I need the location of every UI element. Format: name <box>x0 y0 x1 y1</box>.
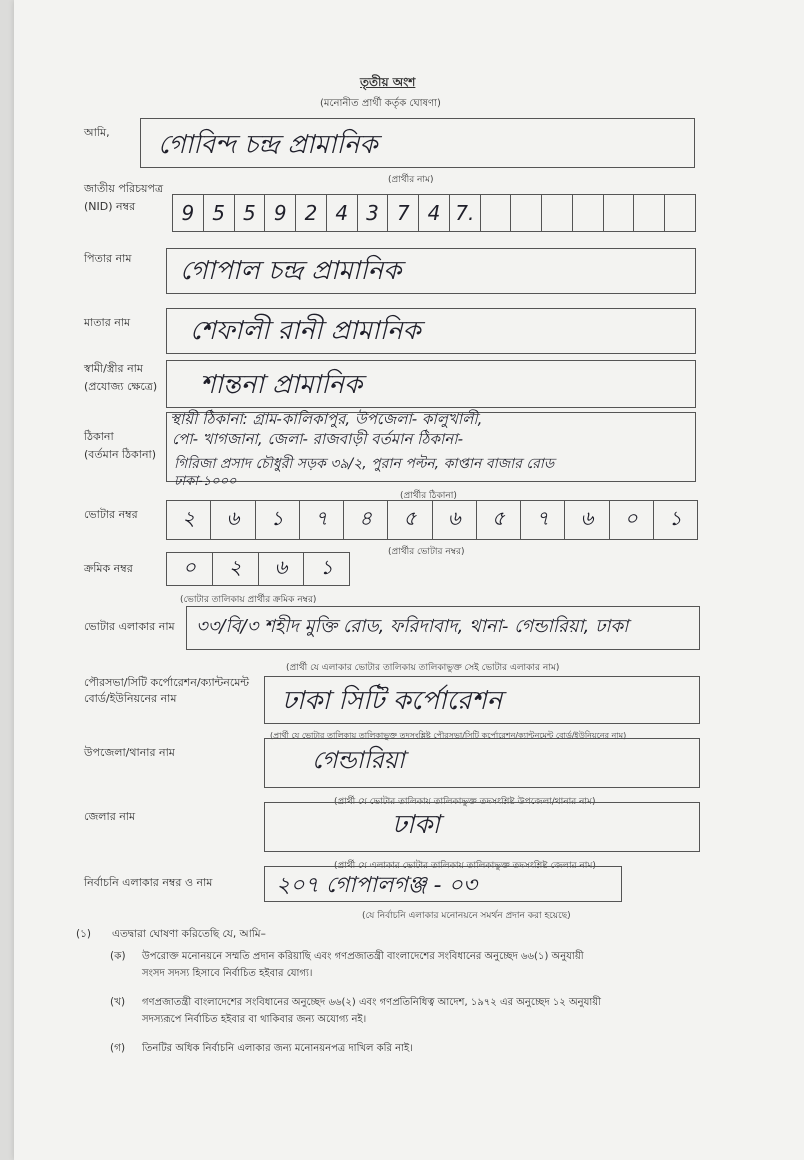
voter-no-label: ভোটার নম্বর <box>84 508 138 521</box>
serial-digit-cell: ০ <box>167 553 213 585</box>
district-field[interactable] <box>264 802 700 852</box>
serial-no-caption: (ভোটার তালিকায় প্রার্থীর ক্রমিক নম্বর) <box>180 595 317 605</box>
nid-digit-cell: 5 <box>204 195 235 231</box>
declaration-marker-ga: (গ) <box>110 1042 126 1054</box>
nid-label-2: (NID) নম্বর <box>84 200 136 213</box>
form-title: তৃতীয় অংশ <box>360 75 416 89</box>
address-label-2: (বর্তমান ঠিকানা) <box>84 448 156 461</box>
declaration-kha-line-1: গণপ্রজাতন্ত্রী বাংলাদেশের সংবিধানের অনুচ্ছেদ ৬৬(২) এবং গণপ্রতিনিধিত্ব আদেশ, ১৯৭২ এর অনুচ্ছেদ ১২ অনুযায়ী <box>142 997 602 1008</box>
nid-digit-cell <box>665 195 695 231</box>
district-caption: (প্রার্থী যে এলাকার ভোটার তালিকায় তালিকাভুক্ত তদসংশ্লিষ্ট জেলার নাম) <box>334 861 596 871</box>
nid-label-1: জাতীয় পরিচয়পত্র <box>84 182 164 195</box>
address-line-4: ঢাকা-১০০০ <box>174 474 237 489</box>
father-value: গোপাল চন্দ্র প্রামানিক <box>180 256 402 286</box>
serial-digit-cell: ৬ <box>259 553 305 585</box>
voter-digit-cell: ০ <box>610 501 654 539</box>
serial-digit-cell: ১ <box>320 554 334 579</box>
voter-no-field[interactable] <box>166 500 698 540</box>
address-line-2: পো- খাগজানা, জেলা- রাজবাড়ী বর্তমান ঠিকানা- <box>172 430 464 448</box>
voter-digit-cell: ১ <box>668 505 682 530</box>
serial-no-label: ক্রমিক নম্বর <box>84 562 133 575</box>
nid-digit-cell: 4 <box>327 195 358 231</box>
address-caption: (প্রার্থীর ঠিকানা) <box>400 491 457 501</box>
serial-no-field[interactable] <box>166 552 350 586</box>
spouse-value: শান্তনা প্রামানিক <box>200 370 363 400</box>
voter-area-value: ৩৩/বি/৩ শহীদ মুক্তি রোড, ফরিদাবাদ, থানা- গেন্ডারিয়া, ঢাকা <box>196 616 629 637</box>
nid-digit-cell <box>634 195 665 231</box>
nid-digit-cell: 3 <box>358 195 389 231</box>
upazila-caption: (প্রার্থী যে ভোটার তালিকায় তালিকাভুক্ত তদসংশ্লিষ্ট উপজেলা/থানার নাম) <box>334 797 596 807</box>
spouse-label-2: (প্রযোজ্য ক্ষেত্রে) <box>84 380 158 393</box>
declaration-ka-line-2: সংসদ সদস্য হিসাবে নির্বাচিত হইবার যোগ্য। <box>142 968 313 979</box>
declaration-marker-kha: (খ) <box>110 996 126 1008</box>
declaration-ga-line-1: তিনটির অধিক নির্বাচনি এলাকার জন্য মনোনয়নপত্র দাখিল করি নাই। <box>142 1043 413 1054</box>
constituency-value: ২০৭ গোপালগঞ্জ - ০৩ <box>276 873 478 898</box>
mother-label: মাতার নাম <box>84 316 131 329</box>
voter-digit-cell: ৬ <box>433 501 477 539</box>
city-corp-value: ঢাকা সিটি কর্পোরেশন <box>282 686 503 716</box>
declaration-kha-line-2: সদস্যরূপে নির্বাচিত হইবার বা থাকিবার জন্য অযোগ্য নই। <box>142 1014 367 1025</box>
city-corp-caption: (প্রার্থী যে ভোটার তালিকায় তালিকাভুক্ত তদসংশ্লিষ্ট পৌরসভা/সিটি কর্পোরেশন/ক্যান্টনমেন্ট বোর্ড/ইউনিয়নের নাম) <box>270 731 627 740</box>
name-label: আমি, <box>84 126 110 139</box>
spouse-label-1: স্বামী/স্ত্রীর নাম <box>84 362 143 375</box>
nid-digit-cell <box>573 195 604 231</box>
city-corp-label-1: পৌরসভা/সিটি কর্পোরেশন/ক্যান্টনমেন্ট <box>84 676 250 689</box>
city-corp-label-2: বোর্ড/ইউনিয়নের নাম <box>84 692 177 705</box>
declaration-number: (১) <box>76 928 92 940</box>
father-label: পিতার নাম <box>84 252 132 265</box>
declaration-intro: এতদ্বারা ঘোষণা করিতেছি যে, আমি– <box>112 928 266 940</box>
voter-digit-cell: ৬ <box>211 501 255 539</box>
voter-digit-cell: ৪ <box>344 501 388 539</box>
upazila-label: উপজেলা/থানার নাম <box>84 746 175 759</box>
declaration-marker-ka: (ক) <box>110 950 126 962</box>
declaration-ka-line-1: উপরোক্ত মনোনয়নে সম্মতি প্রদান করিয়াছি এবং গণপ্রজাতন্ত্রী বাংলাদেশের সংবিধানের অনুচ্ছেদ ৬৬(১) অনুযায়ী <box>142 951 584 962</box>
voter-digit-cell: ৫ <box>477 501 521 539</box>
name-caption: (প্রার্থীর নাম) <box>388 175 434 185</box>
nid-digit-cell <box>481 195 512 231</box>
voter-digit-cell: ৭ <box>300 501 344 539</box>
voter-digit-cell: ৭ <box>521 501 565 539</box>
voter-no-caption: (প্রার্থীর ভোটার নম্বর) <box>388 547 465 557</box>
mother-value: শেফালী রানী প্রামানিক <box>190 316 421 346</box>
voter-digit-cell: ৬ <box>565 501 609 539</box>
form-page <box>14 0 804 1160</box>
voter-area-caption: (প্রার্থী যে এলাকার ভোটার তালিকায় তালিকাভুক্ত সেই ভোটার এলাকার নাম) <box>286 663 560 673</box>
upazila-value: গেন্ডারিয়া <box>312 746 405 774</box>
nid-digit-cell: 7 <box>388 195 419 231</box>
district-label: জেলার নাম <box>84 810 136 823</box>
nid-digit-cell: 4 <box>419 195 450 231</box>
serial-digit-cell: ২ <box>213 553 259 585</box>
address-label-1: ঠিকানা <box>84 430 114 443</box>
name-value: গোবিন্দ চন্দ্র প্রামানিক <box>158 130 378 160</box>
nid-digit-cell: 9 <box>265 195 296 231</box>
voter-digit-cell: ১ <box>256 501 300 539</box>
constituency-caption: (যে নির্বাচনি এলাকার মনোনয়নে সমর্থন প্রদান করা হয়েছে) <box>362 911 571 921</box>
voter-area-label: ভোটার এলাকার নাম <box>84 620 175 633</box>
nid-digit-cell: 2 <box>296 195 327 231</box>
nid-digit-cell: 7. <box>450 195 481 231</box>
nid-digit-cell <box>604 195 635 231</box>
address-line-1: স্থায়ী ঠিকানা: গ্রাম-কালিকাপুর, উপজেলা- কালুখালী, <box>170 410 483 428</box>
nid-field[interactable] <box>172 194 696 232</box>
voter-digit-cell: ২ <box>167 501 211 539</box>
nid-digit-cell: 5 <box>235 195 266 231</box>
address-line-3: গিরিজা প্রসাদ চৌধুরী সড়ক ৩৯/২, পুরান পল্টন, কাপ্তান বাজার রোড <box>174 456 555 472</box>
voter-digit-cell: ৫ <box>388 501 432 539</box>
nid-digit-cell <box>542 195 573 231</box>
form-subtitle: (মনোনীত প্রার্থী কর্তৃক ঘোষণা) <box>320 98 441 109</box>
district-value: ঢাকা <box>392 810 440 840</box>
constituency-label: নির্বাচনি এলাকার নম্বর ও নাম <box>84 876 213 889</box>
nid-digit-cell: 9 <box>173 195 204 231</box>
nid-digit-cell <box>511 195 542 231</box>
